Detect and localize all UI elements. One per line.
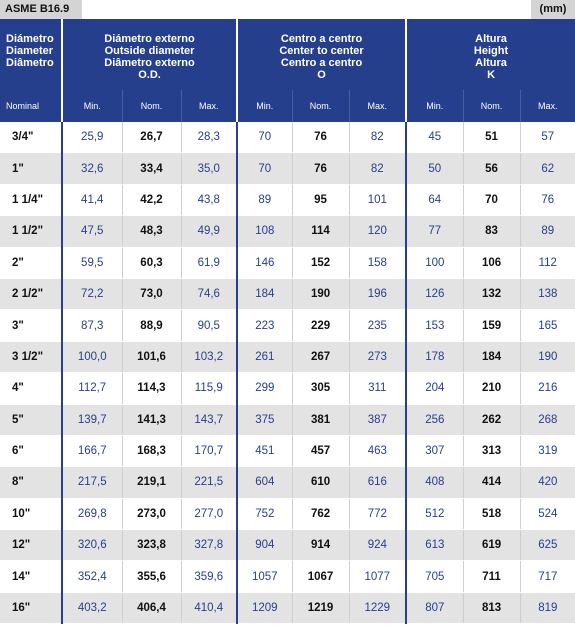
cell-height-min: 45 [406, 122, 463, 153]
cell-c2c-max: 924 [349, 530, 406, 561]
cell-c2c-max: 1077 [349, 561, 406, 592]
cell-c2c-min: 261 [237, 341, 292, 372]
cell-c2c-max: 387 [349, 404, 406, 435]
cell-od-max: 115,9 [181, 373, 237, 404]
cell-height-min: 100 [406, 247, 463, 278]
cell-height-min: 178 [406, 341, 463, 372]
subheader-max: Max. [181, 90, 237, 122]
cell-nominal-size: 3 1/2" [0, 341, 62, 372]
cell-height-max: 62 [520, 153, 575, 184]
cell-height-max: 76 [520, 184, 575, 215]
cell-nominal-size: 14" [0, 561, 62, 592]
cell-height-max: 138 [520, 278, 575, 309]
cell-height-nom: 51 [463, 122, 520, 153]
cell-height-nom: 619 [463, 530, 520, 561]
table-row [0, 561, 575, 592]
cell-od-min: 32,6 [62, 153, 122, 184]
header-line: K [487, 69, 496, 81]
header-line: Centro a centro [280, 33, 363, 45]
cell-od-nom: 355,6 [122, 561, 181, 592]
cell-height-max: 319 [520, 435, 575, 466]
cell-c2c-min: 1209 [237, 592, 292, 623]
cell-od-nom: 323,8 [122, 530, 181, 561]
table-row [0, 153, 575, 184]
cell-height-max: 717 [520, 561, 575, 592]
cell-od-max: 103,2 [181, 341, 237, 372]
cell-height-min: 77 [406, 216, 463, 247]
cell-height-nom: 210 [463, 373, 520, 404]
cell-od-nom: 73,0 [122, 278, 181, 309]
table-body [0, 122, 575, 624]
cell-height-nom: 184 [463, 341, 520, 372]
cell-od-nom: 114,3 [122, 373, 181, 404]
cell-od-max: 49,9 [181, 216, 237, 247]
cell-c2c-max: 120 [349, 216, 406, 247]
cell-height-min: 64 [406, 184, 463, 215]
header-line: O [317, 69, 326, 81]
cell-c2c-max: 616 [349, 467, 406, 498]
cell-od-nom: 88,9 [122, 310, 181, 341]
dimensions-table [0, 19, 575, 624]
cell-nominal-size: 1" [0, 153, 62, 184]
subheader-min: Min. [62, 90, 122, 122]
cell-c2c-min: 223 [237, 310, 292, 341]
header-line: Diámetro externo [104, 33, 195, 45]
header-outside-diameter [62, 19, 237, 90]
cell-od-min: 166,7 [62, 435, 122, 466]
cell-od-min: 320,6 [62, 530, 122, 561]
cell-height-min: 705 [406, 561, 463, 592]
cell-od-max: 359,6 [181, 561, 237, 592]
subheader-nom: Nom. [122, 90, 181, 122]
cell-c2c-nom: 610 [292, 467, 349, 498]
cell-height-max: 216 [520, 373, 575, 404]
cell-od-nom: 219,1 [122, 467, 181, 498]
cell-od-nom: 141,3 [122, 404, 181, 435]
subheader-nom: Nom. [463, 90, 520, 122]
cell-od-min: 87,3 [62, 310, 122, 341]
cell-od-nom: 406,4 [122, 592, 181, 623]
cell-c2c-nom: 381 [292, 404, 349, 435]
header-line: Diameter [6, 45, 54, 57]
cell-c2c-nom: 95 [292, 184, 349, 215]
cell-od-min: 59,5 [62, 247, 122, 278]
header-height [406, 19, 575, 90]
cell-od-min: 352,4 [62, 561, 122, 592]
cell-c2c-min: 89 [237, 184, 292, 215]
cell-height-nom: 813 [463, 592, 520, 623]
cell-height-max: 819 [520, 592, 575, 623]
cell-od-max: 327,8 [181, 530, 237, 561]
header-line: O.D. [138, 69, 161, 81]
header-line: Altura [475, 33, 507, 45]
cell-height-max: 268 [520, 404, 575, 435]
cell-od-min: 217,5 [62, 467, 122, 498]
cell-c2c-min: 752 [237, 498, 292, 529]
cell-od-min: 139,7 [62, 404, 122, 435]
subheader-max: Max. [349, 90, 406, 122]
cell-od-min: 41,4 [62, 184, 122, 215]
cell-c2c-nom: 76 [292, 122, 349, 153]
cell-c2c-min: 1057 [237, 561, 292, 592]
subheader-nominal: Nominal [0, 90, 62, 122]
group-header-row [0, 19, 575, 90]
cell-c2c-nom: 762 [292, 498, 349, 529]
cell-c2c-nom: 914 [292, 530, 349, 561]
cell-c2c-nom: 76 [292, 153, 349, 184]
cell-c2c-max: 82 [349, 122, 406, 153]
cell-height-nom: 518 [463, 498, 520, 529]
cell-od-min: 403,2 [62, 592, 122, 623]
table-row [0, 310, 575, 341]
cell-height-min: 512 [406, 498, 463, 529]
cell-c2c-min: 451 [237, 435, 292, 466]
table-row [0, 247, 575, 278]
header-line: Outside diameter [104, 45, 195, 57]
header-nominal-diameter [0, 19, 62, 90]
cell-c2c-max: 101 [349, 184, 406, 215]
header-line: Center to center [279, 45, 364, 57]
table-row [0, 498, 575, 529]
cell-nominal-size: 8" [0, 467, 62, 498]
cell-c2c-min: 70 [237, 153, 292, 184]
cell-c2c-max: 1229 [349, 592, 406, 623]
cell-height-min: 204 [406, 373, 463, 404]
cell-nominal-size: 2" [0, 247, 62, 278]
table-row [0, 404, 575, 435]
cell-c2c-min: 904 [237, 530, 292, 561]
cell-height-nom: 414 [463, 467, 520, 498]
header-line: Altura [475, 57, 507, 69]
cell-c2c-max: 311 [349, 373, 406, 404]
cell-od-min: 269,8 [62, 498, 122, 529]
cell-od-nom: 101,6 [122, 341, 181, 372]
cell-c2c-min: 375 [237, 404, 292, 435]
unit-label: (mm) [531, 0, 575, 19]
cell-c2c-max: 196 [349, 278, 406, 309]
cell-nominal-size: 12" [0, 530, 62, 561]
cell-od-max: 143,7 [181, 404, 237, 435]
header-line: Centro a centro [280, 57, 363, 69]
cell-c2c-max: 273 [349, 341, 406, 372]
table-row [0, 184, 575, 215]
cell-c2c-max: 772 [349, 498, 406, 529]
cell-od-max: 90,5 [181, 310, 237, 341]
header-line: Diámetro [6, 33, 54, 45]
cell-nominal-size: 2 1/2" [0, 278, 62, 309]
table-row [0, 530, 575, 561]
cell-height-min: 256 [406, 404, 463, 435]
cell-od-max: 170,7 [181, 435, 237, 466]
standard-label: ASME B16.9 [0, 0, 82, 19]
cell-height-nom: 159 [463, 310, 520, 341]
table-row [0, 278, 575, 309]
table-row [0, 467, 575, 498]
cell-height-min: 408 [406, 467, 463, 498]
cell-nominal-size: 3/4" [0, 122, 62, 153]
cell-od-min: 72,2 [62, 278, 122, 309]
cell-nominal-size: 6" [0, 435, 62, 466]
cell-nominal-size: 1 1/4" [0, 184, 62, 215]
cell-od-nom: 273,0 [122, 498, 181, 529]
cell-nominal-size: 16" [0, 592, 62, 623]
cell-c2c-min: 604 [237, 467, 292, 498]
top-bar [0, 0, 575, 19]
table-row [0, 216, 575, 247]
cell-c2c-nom: 190 [292, 278, 349, 309]
cell-c2c-min: 299 [237, 373, 292, 404]
cell-height-min: 153 [406, 310, 463, 341]
cell-c2c-min: 70 [237, 122, 292, 153]
cell-nominal-size: 3" [0, 310, 62, 341]
cell-od-nom: 60,3 [122, 247, 181, 278]
cell-c2c-min: 184 [237, 278, 292, 309]
cell-height-nom: 262 [463, 404, 520, 435]
cell-c2c-max: 82 [349, 153, 406, 184]
cell-od-max: 221,5 [181, 467, 237, 498]
cell-height-nom: 70 [463, 184, 520, 215]
cell-c2c-nom: 267 [292, 341, 349, 372]
cell-od-min: 100,0 [62, 341, 122, 372]
cell-height-min: 807 [406, 592, 463, 623]
header-line: Diâmetro externo [104, 57, 195, 69]
cell-height-min: 50 [406, 153, 463, 184]
cell-height-max: 165 [520, 310, 575, 341]
header-line: Diâmetro [6, 57, 54, 69]
cell-nominal-size: 4" [0, 373, 62, 404]
cell-c2c-nom: 114 [292, 216, 349, 247]
header-line: Height [473, 45, 509, 57]
cell-height-max: 420 [520, 467, 575, 498]
cell-od-nom: 42,2 [122, 184, 181, 215]
cell-od-max: 277,0 [181, 498, 237, 529]
table-row [0, 435, 575, 466]
subheader-min: Min. [237, 90, 292, 122]
cell-height-min: 613 [406, 530, 463, 561]
cell-c2c-max: 158 [349, 247, 406, 278]
cell-height-max: 112 [520, 247, 575, 278]
cell-c2c-min: 146 [237, 247, 292, 278]
cell-c2c-min: 108 [237, 216, 292, 247]
cell-height-max: 625 [520, 530, 575, 561]
cell-od-max: 61,9 [181, 247, 237, 278]
cell-height-min: 307 [406, 435, 463, 466]
cell-od-min: 47,5 [62, 216, 122, 247]
table-row [0, 592, 575, 623]
cell-nominal-size: 1 1/2" [0, 216, 62, 247]
subheader-max: Max. [520, 90, 575, 122]
cell-height-nom: 711 [463, 561, 520, 592]
cell-c2c-max: 235 [349, 310, 406, 341]
cell-nominal-size: 5" [0, 404, 62, 435]
cell-height-max: 89 [520, 216, 575, 247]
cell-c2c-nom: 229 [292, 310, 349, 341]
cell-height-nom: 83 [463, 216, 520, 247]
subheader-nom: Nom. [292, 90, 349, 122]
cell-nominal-size: 10" [0, 498, 62, 529]
cell-height-max: 57 [520, 122, 575, 153]
cell-od-max: 28,3 [181, 122, 237, 153]
cell-height-nom: 106 [463, 247, 520, 278]
header-center-to-center [237, 19, 406, 90]
cell-height-max: 524 [520, 498, 575, 529]
cell-c2c-nom: 305 [292, 373, 349, 404]
cell-c2c-nom: 152 [292, 247, 349, 278]
cell-od-max: 74,6 [181, 278, 237, 309]
cell-od-nom: 26,7 [122, 122, 181, 153]
cell-od-max: 43,8 [181, 184, 237, 215]
cell-od-nom: 48,3 [122, 216, 181, 247]
cell-height-min: 126 [406, 278, 463, 309]
table-row [0, 122, 575, 153]
cell-od-nom: 168,3 [122, 435, 181, 466]
cell-c2c-nom: 1219 [292, 592, 349, 623]
cell-od-max: 35,0 [181, 153, 237, 184]
cell-od-min: 112,7 [62, 373, 122, 404]
cell-od-nom: 33,4 [122, 153, 181, 184]
cell-height-nom: 56 [463, 153, 520, 184]
cell-height-nom: 132 [463, 278, 520, 309]
cell-height-nom: 313 [463, 435, 520, 466]
subheader-row [0, 90, 575, 122]
cell-od-max: 410,4 [181, 592, 237, 623]
cell-height-max: 190 [520, 341, 575, 372]
cell-od-min: 25,9 [62, 122, 122, 153]
subheader-min: Min. [406, 90, 463, 122]
cell-c2c-nom: 457 [292, 435, 349, 466]
cell-c2c-nom: 1067 [292, 561, 349, 592]
table-row [0, 373, 575, 404]
table-row [0, 341, 575, 372]
cell-c2c-max: 463 [349, 435, 406, 466]
